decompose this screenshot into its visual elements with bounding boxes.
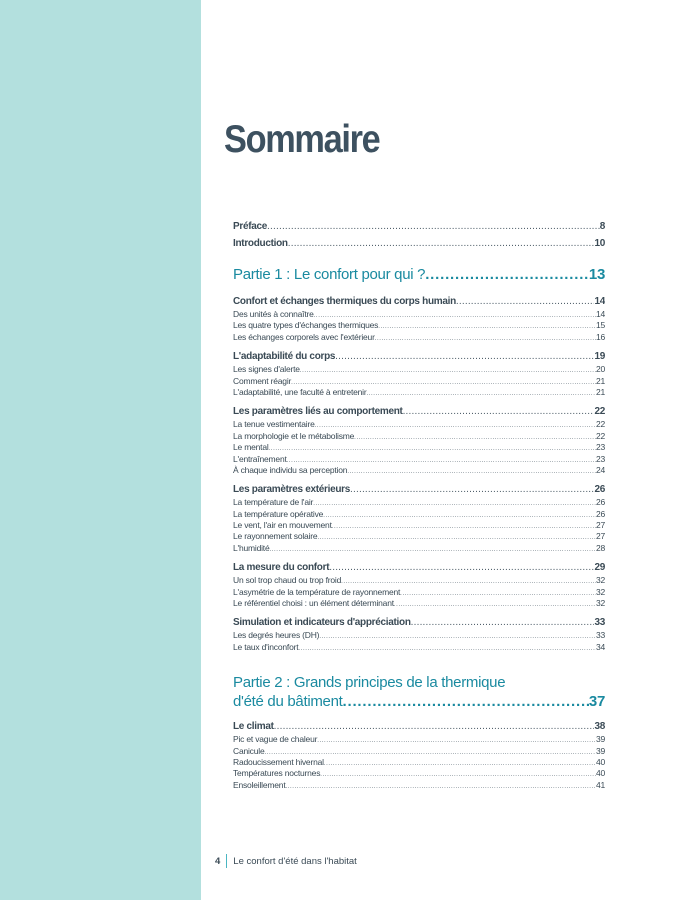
toc-entry-page-number: 22 [594,406,605,418]
toc-part-heading-line-2[interactable] [233,692,605,711]
toc-subsection-entry[interactable] [233,575,605,586]
toc-entry-label: L'adaptabilité du corps [233,351,336,363]
toc-entry-page-number: 27 [595,531,605,542]
toc-chapter [233,483,605,554]
toc-entry-page-number: 26 [595,497,605,508]
toc-dot-leader [394,600,596,609]
toc-section-entry[interactable] [233,405,605,419]
toc-section-entry[interactable] [233,720,605,734]
toc-entry-page-number: 41 [595,779,605,790]
toc-entry-page-number: 40 [595,768,605,779]
toc-entry-page-number: 39 [595,745,605,756]
toc-entry-page-number: 28 [595,542,605,553]
toc-chapter [233,561,605,609]
toc-dot-leader [400,589,596,598]
toc-subsection-entry[interactable] [233,780,605,791]
toc-dot-leader [354,433,596,442]
toc-subsection-entry[interactable] [233,520,605,531]
toc-entry-label: Comment réagir [233,375,292,386]
toc-dot-leader [332,522,596,531]
toc-dot-leader [288,235,595,252]
toc-subsection-entry[interactable] [233,531,605,542]
footer-divider [226,854,227,868]
toc-dot-leader [264,748,595,757]
toc-entry[interactable] [233,218,605,235]
toc-subsection-entry[interactable] [233,642,605,653]
toc-subsection-entry[interactable] [233,309,605,320]
toc-entry-label: d'été du bâtiment [233,693,343,711]
toc-entry-label: Le vent, l'air en mouvement [233,520,332,531]
toc-entry-label: Les paramètres liés au comportement [233,406,403,418]
toc-subsection-entry[interactable] [233,364,605,375]
toc-entry-page-number: 39 [595,734,605,745]
toc-entry-page-number: 14 [594,296,605,307]
toc-entry-label: La mesure du confort [233,562,330,574]
toc-entry-label: Températures nocturnes [233,768,321,779]
toc-dot-leader [341,577,596,586]
toc-dot-leader [411,616,595,630]
toc-subsection-entry[interactable] [233,454,605,465]
toc-entry-page-number: 37 [588,693,605,711]
toc-part-2-sections [233,720,605,791]
toc-entry-page-number: 33 [594,617,605,629]
toc-subsection-entry[interactable] [233,320,605,331]
toc-dot-leader [317,533,596,542]
toc-subsection-entry[interactable] [233,431,605,442]
toc-dot-leader [300,366,596,375]
toc-dot-leader [291,378,596,387]
toc-entry-label: Le climat [233,721,274,733]
toc-dot-leader [269,545,595,554]
toc-subsection-entry[interactable] [233,497,605,508]
toc-entry-page-number: 10 [594,238,605,249]
toc-entry-label: La température opérative [233,508,324,519]
toc-entry-page-number: 19 [594,351,605,363]
toc-part-heading-line-1: Partie 2 : Grands principes de la thermique [233,674,506,692]
toc-dot-leader [350,483,594,497]
toc-entry-page-number: 33 [595,630,605,641]
toc-entry-page-number: 8 [599,221,605,232]
toc-subsection-entry[interactable] [233,509,605,520]
toc-entry-page-number: 24 [595,464,605,475]
toc-dot-leader [456,295,595,309]
toc-chapter [233,720,605,791]
toc-section-entry[interactable] [233,616,605,630]
toc-part-1-sections [233,295,605,653]
toc-dot-leader [285,782,595,791]
toc-dot-leader [315,421,596,430]
toc-dot-leader [314,311,596,320]
toc-subsection-entry[interactable] [233,332,605,343]
toc-dot-leader [367,389,596,398]
toc-dot-leader [343,692,589,711]
toc-entry-page-number: 40 [595,756,605,767]
toc-entry-page-number: 32 [595,575,605,586]
toc-subsection-entry[interactable] [233,598,605,609]
toc-part-heading[interactable] [233,264,605,286]
toc-entry-label: L'asymétrie de la température de rayonnement [233,586,401,597]
toc-entry-label: Le mental [233,442,269,453]
toc-entry-label: Radoucissement hivernal [233,756,324,767]
toc-entry-label: Les degrés heures (DH) [233,630,320,641]
toc-entry-label: Les paramètres extérieurs [233,484,351,496]
toc-dot-leader [378,322,596,331]
side-color-band [0,0,201,900]
toc-chapter [233,350,605,398]
toc-entry-label: Introduction [233,238,288,249]
toc-entry-label: Les signes d'alerte [233,364,300,375]
toc-dot-leader [329,561,594,575]
footer-page-number: 4 [215,855,221,867]
toc-entry-label: Le taux d'inconfort [233,641,299,652]
toc-subsection-entry[interactable] [233,465,605,476]
toc-dot-leader [323,511,596,520]
toc-subsection-entry[interactable] [233,587,605,598]
toc-entry-page-number: 32 [595,598,605,609]
toc-dot-leader [319,632,596,641]
toc-dot-leader [313,499,596,508]
toc-entry-page-number: 23 [595,453,605,464]
toc-dot-leader [320,770,596,779]
toc-subsection-entry[interactable] [233,630,605,641]
toc-dot-leader [324,759,596,768]
toc-dot-leader [425,264,589,286]
toc-chapter [233,616,605,653]
toc-subsection-entry[interactable] [233,442,605,453]
toc-dot-leader [403,405,595,419]
toc-entry-label: Ensoleillement [233,779,286,790]
toc-section-entry[interactable] [233,561,605,575]
toc-entry-label: Des unités à connaître [233,309,314,319]
toc-entry-label: Préface [233,221,268,232]
toc-entry-label: Les quatre types d'échanges thermiques [233,320,379,331]
toc-section-entry[interactable] [233,295,605,309]
toc-entry-page-number: 34 [595,641,605,652]
toc-dot-leader [298,644,596,653]
toc-entry-label: Un sol trop chaud ou trop froid [233,575,342,586]
toc-entry-page-number: 32 [595,586,605,597]
page-footer [215,854,357,868]
toc-entry-page-number: 38 [594,721,605,733]
toc-entry-label: La morphologie et le métabolisme [233,430,355,441]
toc-intro [233,218,605,252]
toc-entry-page-number: 29 [594,562,605,574]
toc-entry-label: L'entraînement [233,453,287,464]
toc-entry-page-number: 27 [595,520,605,531]
toc-section-entry[interactable] [233,483,605,497]
toc-part-2 [233,673,605,711]
toc-subsection-entry[interactable] [233,734,605,745]
toc-entry-label: Le rayonnement solaire [233,531,318,542]
toc-entry-page-number: 13 [588,266,605,283]
toc-entry-page-number: 15 [595,320,605,331]
toc-dot-leader [335,350,594,364]
toc-dot-leader [317,736,596,745]
toc-entry-label: Le référentiel choisi : un élément déterminant [233,598,394,609]
toc-entry-label: Simulation et indicateurs d'appréciation [233,617,411,629]
toc-entry-label: La tenue vestimentaire [233,419,315,430]
toc-entry-page-number: 21 [595,375,605,386]
toc-entry-label: Pic et vague de chaleur [233,734,318,745]
toc-entry-label: L'humidité [233,542,270,553]
toc-part-1 [233,264,605,286]
toc-entry-page-number: 20 [595,364,605,375]
toc-section-entry[interactable] [233,350,605,364]
toc-entry-page-number: 23 [595,442,605,453]
toc-subsection-entry[interactable] [233,387,605,398]
toc-subsection-entry[interactable] [233,543,605,554]
page-title: Sommaire [224,118,380,161]
toc-subsection-entry[interactable] [233,768,605,779]
toc-entry-label: Canicule [233,745,265,756]
toc-part-heading[interactable] [233,673,605,711]
toc-entry-label: Confort et échanges thermiques du corps humain [233,296,456,307]
toc-entry-page-number: 16 [595,331,605,342]
toc-entry-page-number: 14 [595,309,605,319]
toc-entry-label: Les échanges corporels avec l'extérieur [233,331,375,342]
toc-entry-label: À chaque individu sa perception [233,464,348,475]
toc-entry-label: L'adaptabilité, une faculté à entretenir [233,386,367,397]
toc-dot-leader [375,334,596,343]
toc-entry[interactable] [233,235,605,252]
toc-chapter [233,405,605,476]
toc-subsection-entry[interactable] [233,757,605,768]
toc-entry-page-number: 22 [595,430,605,441]
toc-dot-leader [269,444,596,453]
toc-dot-leader [274,720,595,734]
toc-subsection-entry[interactable] [233,376,605,387]
toc-entry-page-number: 22 [595,419,605,430]
toc-entry-label: Partie 1 : Le confort pour qui ? [233,266,426,283]
footer-book-title: Le confort d'été dans l'habitat [233,855,357,867]
toc-chapter [233,295,605,343]
toc-subsection-entry[interactable] [233,746,605,757]
toc-entry-label: La température de l'air [233,497,314,508]
toc-dot-leader [267,218,600,235]
toc-entry-page-number: 26 [594,484,605,496]
table-of-contents [233,218,605,798]
toc-dot-leader [347,467,596,476]
toc-dot-leader [287,456,596,465]
toc-subsection-entry[interactable] [233,419,605,430]
toc-entry-page-number: 26 [595,508,605,519]
toc-entry-page-number: 21 [595,386,605,397]
